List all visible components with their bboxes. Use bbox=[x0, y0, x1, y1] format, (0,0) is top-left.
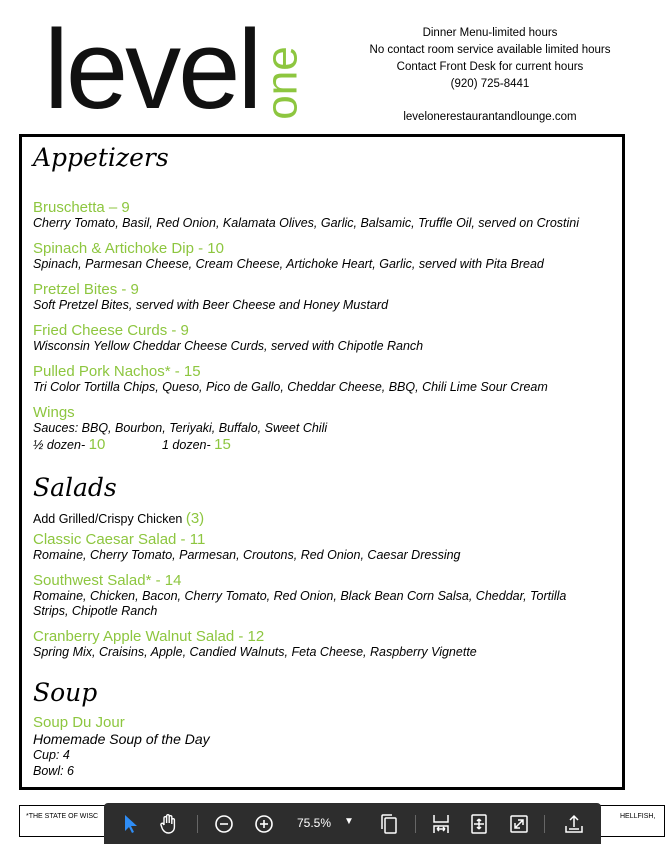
wings-half-label: ½ dozen- bbox=[33, 438, 86, 452]
salad-desc: Spring Mix, Craisins, Apple, Candied Walnuts, Feta Cheese, Raspberry Vignette bbox=[33, 645, 477, 659]
logo-one-text: one bbox=[257, 46, 307, 120]
soup-name: Soup Du Jour bbox=[33, 714, 125, 731]
wings-half-price: 10 bbox=[88, 436, 106, 453]
fit-page-icon[interactable] bbox=[468, 813, 490, 835]
appetizer-desc: Soft Pretzel Bites, served with Beer Cheese and Honey Mustard bbox=[33, 298, 389, 312]
disclaimer-left-text: *THE STATE OF WISC bbox=[26, 813, 99, 820]
appetizer-desc: Tri Color Tortilla Chips, Queso, Pico de Gallo, Cheddar Cheese, BBQ, Chili Lime Sour Cream bbox=[33, 380, 548, 394]
header-line-hours: Dinner Menu-limited hours bbox=[422, 27, 558, 39]
soup-desc: Homemade Soup of the Day bbox=[33, 731, 210, 747]
logo-level-text: level bbox=[44, 7, 260, 132]
wings-half-dozen bbox=[33, 437, 105, 453]
zoom-in-icon[interactable] bbox=[253, 813, 275, 835]
salad-addon bbox=[33, 510, 204, 527]
disclaimer-right-text: HELLFISH, bbox=[620, 813, 656, 820]
appetizer-name: Bruschetta – 9 bbox=[33, 199, 130, 216]
appetizer-desc: Cherry Tomato, Basil, Red Onion, Kalamata Olives, Garlic, Balsamic, Truffle Oil, served on Crostini bbox=[33, 216, 580, 230]
section-title-soup: Soup bbox=[33, 678, 98, 707]
appetizer-name: Pulled Pork Nachos* - 15 bbox=[33, 363, 201, 380]
header-phone: (920) 725-8441 bbox=[450, 78, 530, 90]
salad-name: Cranberry Apple Walnut Salad - 12 bbox=[33, 628, 265, 645]
fit-width-icon[interactable] bbox=[430, 813, 452, 835]
appetizer-name: Spinach & Artichoke Dip - 10 bbox=[33, 240, 224, 257]
salad-name: Southwest Salad* - 14 bbox=[33, 572, 182, 589]
salad-desc: Romaine, Cherry Tomato, Parmesan, Croutons, Red Onion, Caesar Dressing bbox=[33, 548, 461, 562]
appetizer-desc: Spinach, Parmesan Cheese, Cream Cheese, Artichoke Heart, Garlic, served with Pita Bread bbox=[33, 257, 544, 271]
appetizer-desc: Sauces: BBQ, Bourbon, Teriyaki, Buffalo, Sweet Chili bbox=[33, 421, 328, 435]
select-cursor-icon[interactable] bbox=[120, 813, 142, 835]
pdf-toolbar bbox=[104, 803, 601, 844]
appetizer-desc: Wisconsin Yellow Cheddar Cheese Curds, served with Chipotle Ranch bbox=[33, 339, 424, 353]
zoom-dropdown-chevron-icon[interactable]: ▼ bbox=[344, 816, 354, 827]
soup-cup-price: Cup: 4 bbox=[33, 748, 70, 762]
wings-full-label: 1 dozen- bbox=[162, 438, 211, 452]
menu-content-box bbox=[19, 134, 625, 790]
salad-addon-label: Add Grilled/Crispy Chicken bbox=[33, 512, 183, 526]
salad-name: Classic Caesar Salad - 11 bbox=[33, 531, 206, 548]
zoom-out-icon[interactable] bbox=[213, 813, 235, 835]
hand-tool-icon[interactable] bbox=[158, 813, 180, 835]
section-title-appetizers: Appetizers bbox=[33, 143, 169, 172]
appetizer-name: Fried Cheese Curds - 9 bbox=[33, 322, 189, 339]
salad-addon-price: (3) bbox=[185, 510, 205, 527]
wings-full-price: 15 bbox=[214, 436, 231, 453]
fullscreen-icon[interactable] bbox=[508, 813, 530, 835]
menu-header bbox=[0, 0, 665, 135]
wings-full-dozen bbox=[162, 437, 231, 453]
soup-bowl-price: Bowl: 6 bbox=[33, 764, 74, 778]
section-title-salads: Salads bbox=[33, 473, 117, 502]
header-line-contact: Contact Front Desk for current hours bbox=[396, 61, 584, 73]
share-upload-icon[interactable] bbox=[563, 813, 585, 835]
header-info bbox=[356, 25, 624, 126]
header-website: levelonerestaurantandlounge.com bbox=[403, 111, 577, 123]
salad-desc: Romaine, Chicken, Bacon, Cherry Tomato, Red Onion, Black Bean Corn Salsa, Cheddar, Tortilla Strips, Chipotle Ranch bbox=[33, 589, 567, 618]
header-line-room-service: No contact room service available limited hours bbox=[369, 44, 611, 56]
copy-pages-icon[interactable] bbox=[378, 813, 400, 835]
appetizer-name: Pretzel Bites - 9 bbox=[33, 281, 139, 298]
zoom-level[interactable]: 75.5% bbox=[297, 816, 332, 830]
appetizer-name: Wings bbox=[33, 404, 75, 421]
